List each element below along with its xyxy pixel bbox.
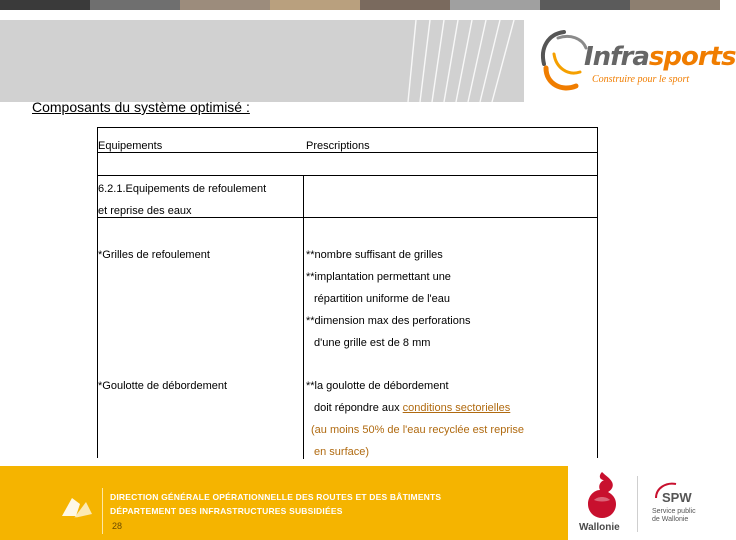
spw-line2: de Wallonie [652, 516, 689, 523]
section-heading-line1: 6.2.1.Equipements de refoulement [98, 183, 267, 195]
table-header-prescriptions: Prescriptions [306, 140, 370, 152]
prescription-line: d'une grille est de 8 mm [314, 337, 431, 349]
item-grilles-de-refoulement: *Grilles de refoulement [98, 249, 210, 261]
prescription-line: **dimension max des perforations [306, 315, 471, 327]
decorative-stripes [400, 20, 520, 102]
logo-tagline: Construire pour le sport [592, 74, 690, 85]
prescription-text: doit répondre aux [314, 402, 403, 414]
top-bar-segment [360, 0, 450, 10]
top-bar-segment [180, 0, 270, 10]
spw-label [652, 508, 696, 524]
prescription-note: en surface) [314, 446, 370, 458]
prescription-line: répartition uniforme de l'eau [314, 293, 451, 305]
top-color-bar [0, 0, 720, 10]
conditions-sectorielles-link[interactable]: conditions sectorielles [402, 402, 511, 414]
table-rule [98, 175, 597, 176]
prescription-line: **implantation permettant une [306, 271, 451, 283]
section-heading-line2: et reprise des eaux [98, 205, 192, 217]
top-bar-segment [540, 0, 630, 10]
spw-logo-icon [652, 480, 700, 510]
infrasports-logo [524, 20, 736, 102]
footer-divider [102, 488, 103, 534]
prescription-line: **la goulotte de débordement [306, 380, 449, 392]
top-bar-segment [630, 0, 720, 10]
footer-departement: DÉPARTEMENT DES INFRASTRUCTURES SUBSIDIÉES [110, 506, 343, 516]
footer-direction-generale: DIRECTION GÉNÉRALE OPÉRATIONNELLE DES ROUTES ET DES BÂTIMENTS [110, 492, 442, 502]
logo-wordmark [584, 42, 736, 72]
prescription-line [314, 402, 510, 415]
dgo-logo-icon [58, 494, 94, 522]
page-number: 28 [112, 521, 123, 531]
top-bar-segment [0, 0, 90, 10]
dgo-badge-text: DGO 1 [66, 517, 82, 523]
walloon-rooster-icon [580, 470, 624, 520]
equipment-table [97, 127, 598, 458]
spw-abbr: SPW [662, 490, 692, 505]
top-bar-segment [90, 0, 180, 10]
wallonie-label: Wallonie [579, 522, 620, 533]
slide-title: Composants du système optimisé : [32, 99, 250, 115]
spw-line1: Service public [652, 508, 696, 515]
top-bar-segment [270, 0, 360, 10]
item-goulotte-de-debordement: *Goulotte de débordement [98, 380, 228, 392]
prescription-note: (au moins 50% de l'eau recyclée est reprise [311, 424, 525, 436]
logo-wordmark-part1: Infra [584, 42, 649, 72]
footer-logo-separator [637, 476, 638, 532]
top-bar-segment [450, 0, 540, 10]
table-header-equipements: Equipements [98, 140, 163, 152]
table-column-divider [303, 175, 304, 459]
logo-wordmark-part2: sports [648, 42, 736, 72]
prescription-line: **nombre suffisant de grilles [306, 249, 443, 261]
